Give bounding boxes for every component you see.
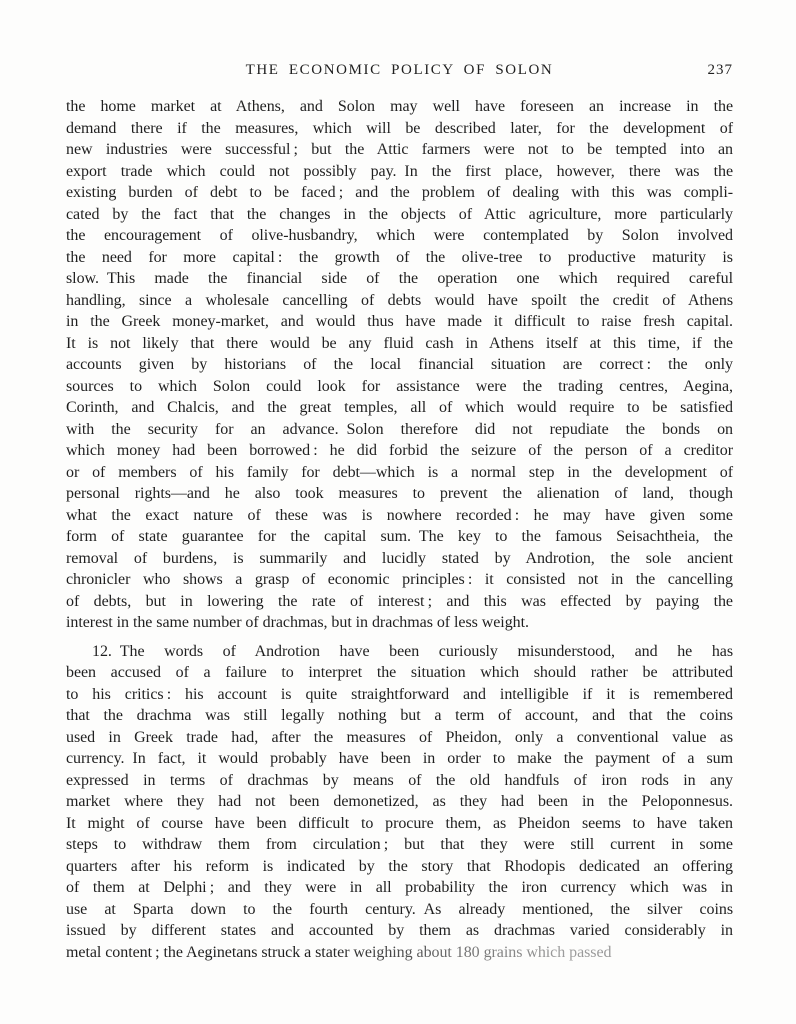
text-line: what the exact nature of these was is nowhere recorded : he may have given some bbox=[66, 506, 733, 524]
text-line: It is not likely that there would be any fluid cash in Athens itself at this time, if the bbox=[66, 334, 733, 352]
running-title: THE ECONOMIC POLICY OF SOLON bbox=[245, 62, 554, 78]
text-line: interest in the same number of drachmas, but in drachmas of less weight. bbox=[66, 614, 529, 631]
text-line: existing burden of debt to be faced ; and the problem of dealing with this was compli- bbox=[66, 184, 733, 201]
body-text bbox=[66, 96, 733, 963]
text-line: form of state guarantee for the capital sum. The key to the famous Seisachtheia, the bbox=[66, 528, 733, 545]
text-line: the need for more capital : the growth of the olive-tree to productive maturity is bbox=[66, 248, 733, 266]
text-line: that the drachma was still legally nothing but a term of account, and that the coins bbox=[66, 707, 733, 724]
text-line: currency. In fact, it would probably have been in order to make the payment of a sum bbox=[66, 750, 733, 767]
text-line: slow. This made the financial side of the operation one which required careful bbox=[66, 270, 733, 287]
text-line: in the Greek money-market, and would thus have made it difficult to raise fresh capital. bbox=[66, 313, 733, 330]
text-line: It might of course have been difficult to procure them, as Pheidon seems to have taken bbox=[66, 814, 733, 832]
text-line: steps to withdraw them from circulation ; but that they were still current in some bbox=[66, 836, 733, 853]
text-line: use at Sparta down to the fourth century. As already mentioned, the silver coins bbox=[66, 900, 733, 918]
text-line: handling, since a wholesale cancelling of debts would have spoilt the credit of Athens bbox=[66, 291, 733, 309]
text-line: demand there if the measures, which will be described later, for the development of bbox=[66, 119, 733, 137]
text-line: market where they had not been demonetized, as they had been in the Peloponnesus. bbox=[66, 793, 733, 810]
text-line: accounts given by historians of the local financial situation are correct : the only bbox=[66, 356, 733, 373]
text-line: the home market at Athens, and Solon may well have foreseen an increase in the bbox=[66, 98, 733, 115]
text-line: export trade which could not possibly pay. In the first place, however, there was the bbox=[66, 162, 733, 180]
text-line: removal of burdens, is summarily and lucidly stated by Androtion, the sole ancient bbox=[66, 549, 733, 567]
text-line: with the security for an advance. Solon therefore did not repudiate the bonds on bbox=[66, 420, 733, 438]
text-line: of debts, but in lowering the rate of interest ; and this was effected by paying the bbox=[66, 592, 733, 610]
paragraph bbox=[66, 641, 733, 964]
text-line: of them at Delphi ; and they were in all probability the iron currency which was in bbox=[66, 879, 733, 896]
text-line: 12. The words of Androtion have been curiously misunderstood, and he has bbox=[92, 642, 733, 660]
text-line: to his critics : his account is quite straightforward and intelligible if it is remembered bbox=[66, 685, 733, 703]
text-line: metal content ; the Aeginetans struck a stater weighing about 180 grains which passed bbox=[66, 942, 733, 964]
paragraph bbox=[66, 96, 733, 634]
text-line: quarters after his reform is indicated by the story that Rhodopis dedicated an offering bbox=[66, 857, 733, 875]
text-line: sources to which Solon could look for assistance were the trading centres, Aegina, bbox=[66, 377, 733, 395]
page-number: 237 bbox=[707, 62, 733, 78]
text-line: used in Greek trade had, after the measures of Pheidon, only a conventional value as bbox=[66, 728, 733, 746]
text-line: new industries were successful ; but the Attic farmers were not to be tempted into an bbox=[66, 141, 733, 158]
text-line: or of members of his family for debt—which is a normal step in the development of bbox=[66, 463, 733, 481]
text-line: chronicler who shows a grasp of economic principles : it consisted not in the cancelling bbox=[66, 571, 733, 588]
text-line: the encouragement of olive-husbandry, which were contemplated by Solon involved bbox=[66, 227, 733, 244]
text-line: issued by different states and accounted by them as drachmas varied considerably in bbox=[66, 922, 733, 939]
text-line: expressed in terms of drachmas by means of the old handfuls of iron rods in any bbox=[66, 771, 733, 789]
running-header bbox=[66, 61, 733, 79]
text-line: cated by the fact that the changes in the objects of Attic agriculture, more particularly bbox=[66, 205, 733, 223]
text-line: been accused of a failure to interpret the situation which should rather be attributed bbox=[66, 664, 733, 681]
text-line: which money had been borrowed : he did forbid the seizure of the person of a creditor bbox=[66, 442, 733, 459]
text-line: personal rights—and he also took measures to prevent the alienation of land, though bbox=[66, 485, 733, 502]
text-line: Corinth, and Chalcis, and the great temples, all of which would require to be satisfied bbox=[66, 399, 733, 416]
